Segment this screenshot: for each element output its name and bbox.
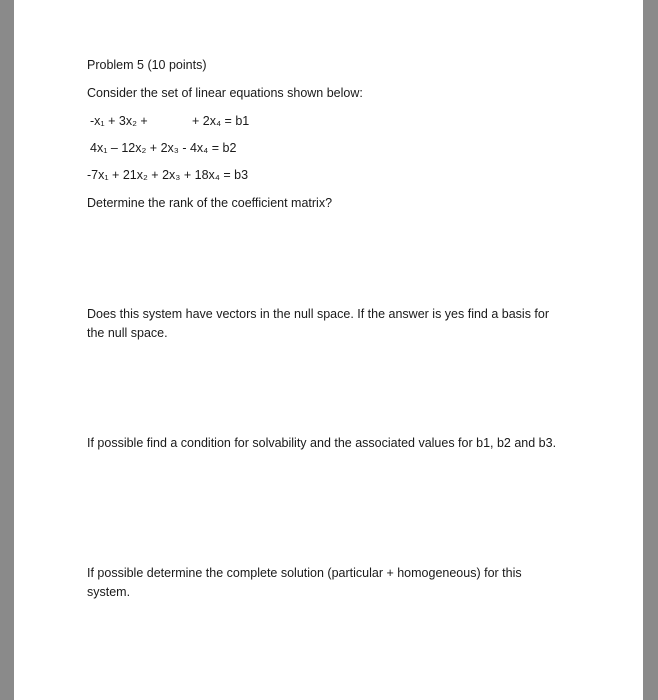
- question-solvability: If possible find a condition for solvability and the associated values for b1, b2 and b3.: [87, 436, 557, 450]
- question-complete-solution: If possible determine the complete solution (particular + homogeneous) for this system.: [87, 566, 522, 599]
- equation-2: 4x₁ – 12x₂ + 2x₃ - 4x₄ = b2: [90, 141, 237, 155]
- problem-intro: Consider the set of linear equations shown below:: [87, 86, 363, 100]
- problem-title: Problem 5 (10 points): [87, 58, 207, 72]
- document-page: [14, 0, 643, 700]
- equation-1-left: -x₁ + 3x₂ +: [90, 114, 148, 128]
- equation-3: -7x₁ + 21x₂ + 2x₃ + 18x₄ = b3: [87, 168, 249, 182]
- question-null-space: Does this system have vectors in the null space. If the answer is yes find a basis for the null space.: [87, 307, 550, 340]
- question-rank: Determine the rank of the coefficient matrix?: [87, 196, 333, 210]
- equation-1-right: + 2x₄ = b1: [192, 114, 250, 128]
